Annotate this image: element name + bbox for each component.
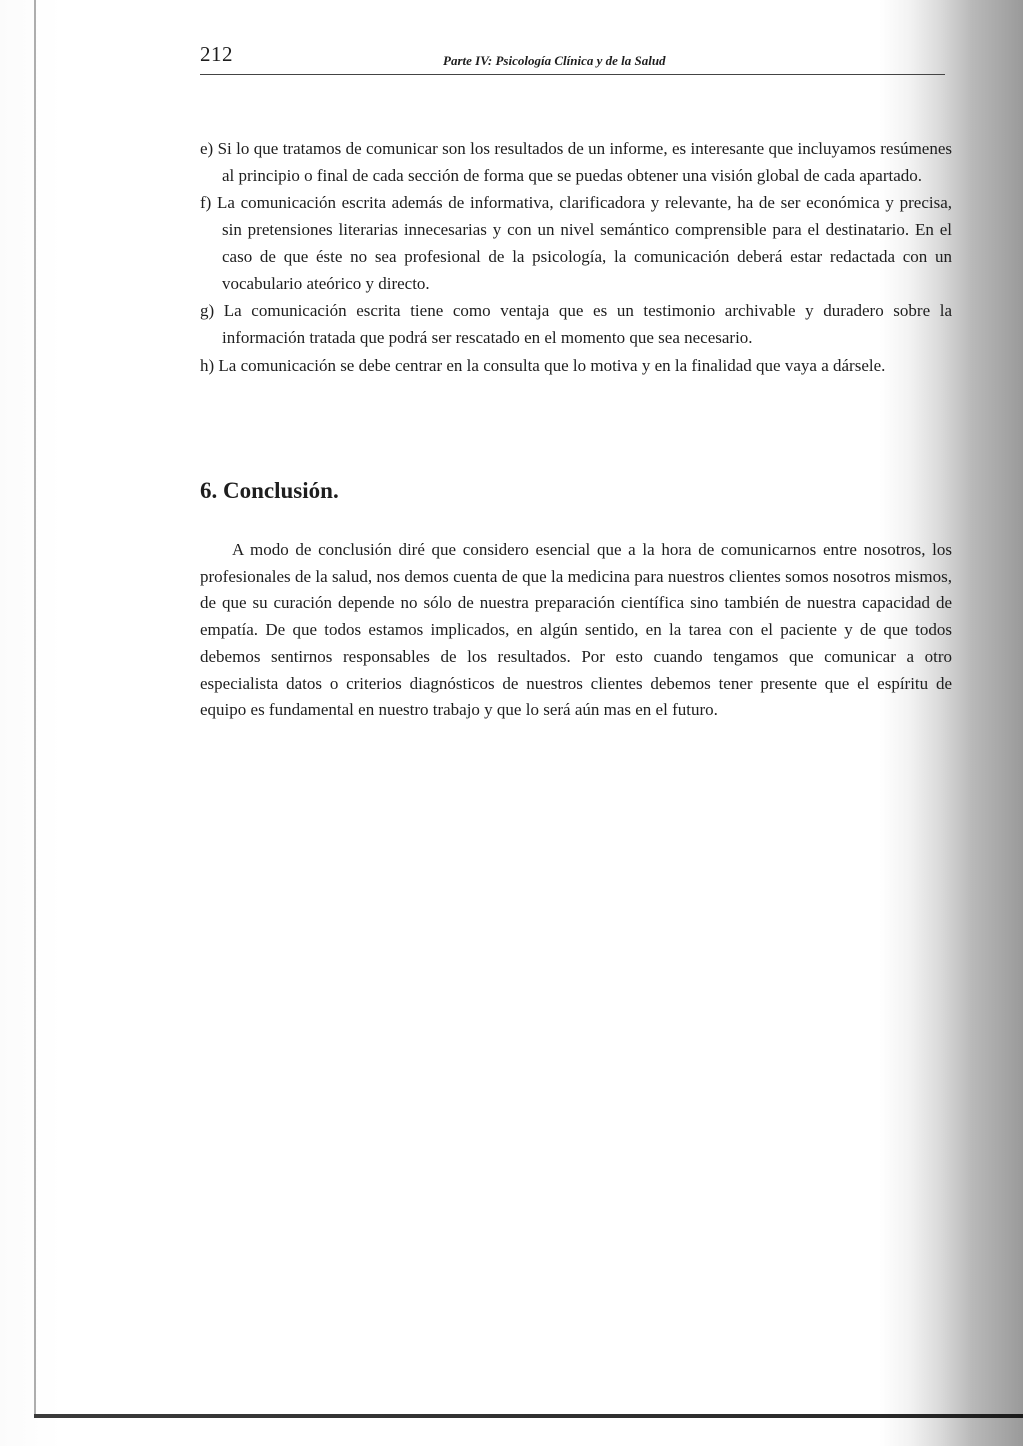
list-block	[200, 136, 952, 380]
section-title: Conclusión	[223, 478, 333, 503]
section-title-period: .	[332, 478, 339, 503]
header-rule	[200, 74, 945, 75]
list-item-f: f) La comunicación escrita además de informativa, clarificadora y relevante, ha de ser económica y precisa, sin pretensiones literarias innecesarias y con un nivel semántico comprensible para el destinatario. En el caso de que éste no sea profesional de la psicología, la comunicación deberá estar redactada con un vocabulario ateórico y directo.	[200, 193, 952, 293]
section-number: 6.	[200, 478, 218, 503]
list-item-e: e) Si lo que tratamos de comunicar son los resultados de un informe, es interesante que incluyamos resúmenes al principio o final de cada sección de forma que se puedas obtener una visión global de cada apartado.	[200, 139, 952, 185]
page-bottom-edge	[34, 1414, 1023, 1418]
section-heading	[200, 478, 339, 504]
running-header: Parte IV: Psicología Clínica y de la Salud	[443, 53, 666, 68]
list-item-g: g) La comunicación escrita tiene como ventaja que es un testimonio archivable y duradero sobre la información tratada que podrá ser rescatado en el momento que sea necesario.	[200, 301, 952, 347]
conclusion-block	[200, 537, 952, 724]
conclusion-paragraph: A modo de conclusión diré que considero esencial que a la hora de comunicarnos entre nosotros, los profesionales de la salud, nos demos cuenta de que la medicina para nuestros clientes somos nosotros mismos, de que su curación depende no sólo de nuestra preparación científica sino también de nuestra capacidad de empatía. De que todos estamos implicados, en algún sentido, en la tarea con el paciente y de que todos debemos sentirnos responsables de los resultados. Por esto cuando tengamos que comunicar a otro especialista datos o criterios diagnósticos de nuestros clientes debemos tener presente que el espíritu de equipo es fundamental en nuestro trabajo y que lo será aún mas en el futuro.	[200, 540, 952, 720]
page-number: 212	[200, 42, 233, 66]
page-left-edge	[34, 0, 36, 1418]
list-item-h: h) La comunicación se debe centrar en la consulta que lo motiva y en la finalidad que vaya a dársele.	[200, 355, 886, 375]
